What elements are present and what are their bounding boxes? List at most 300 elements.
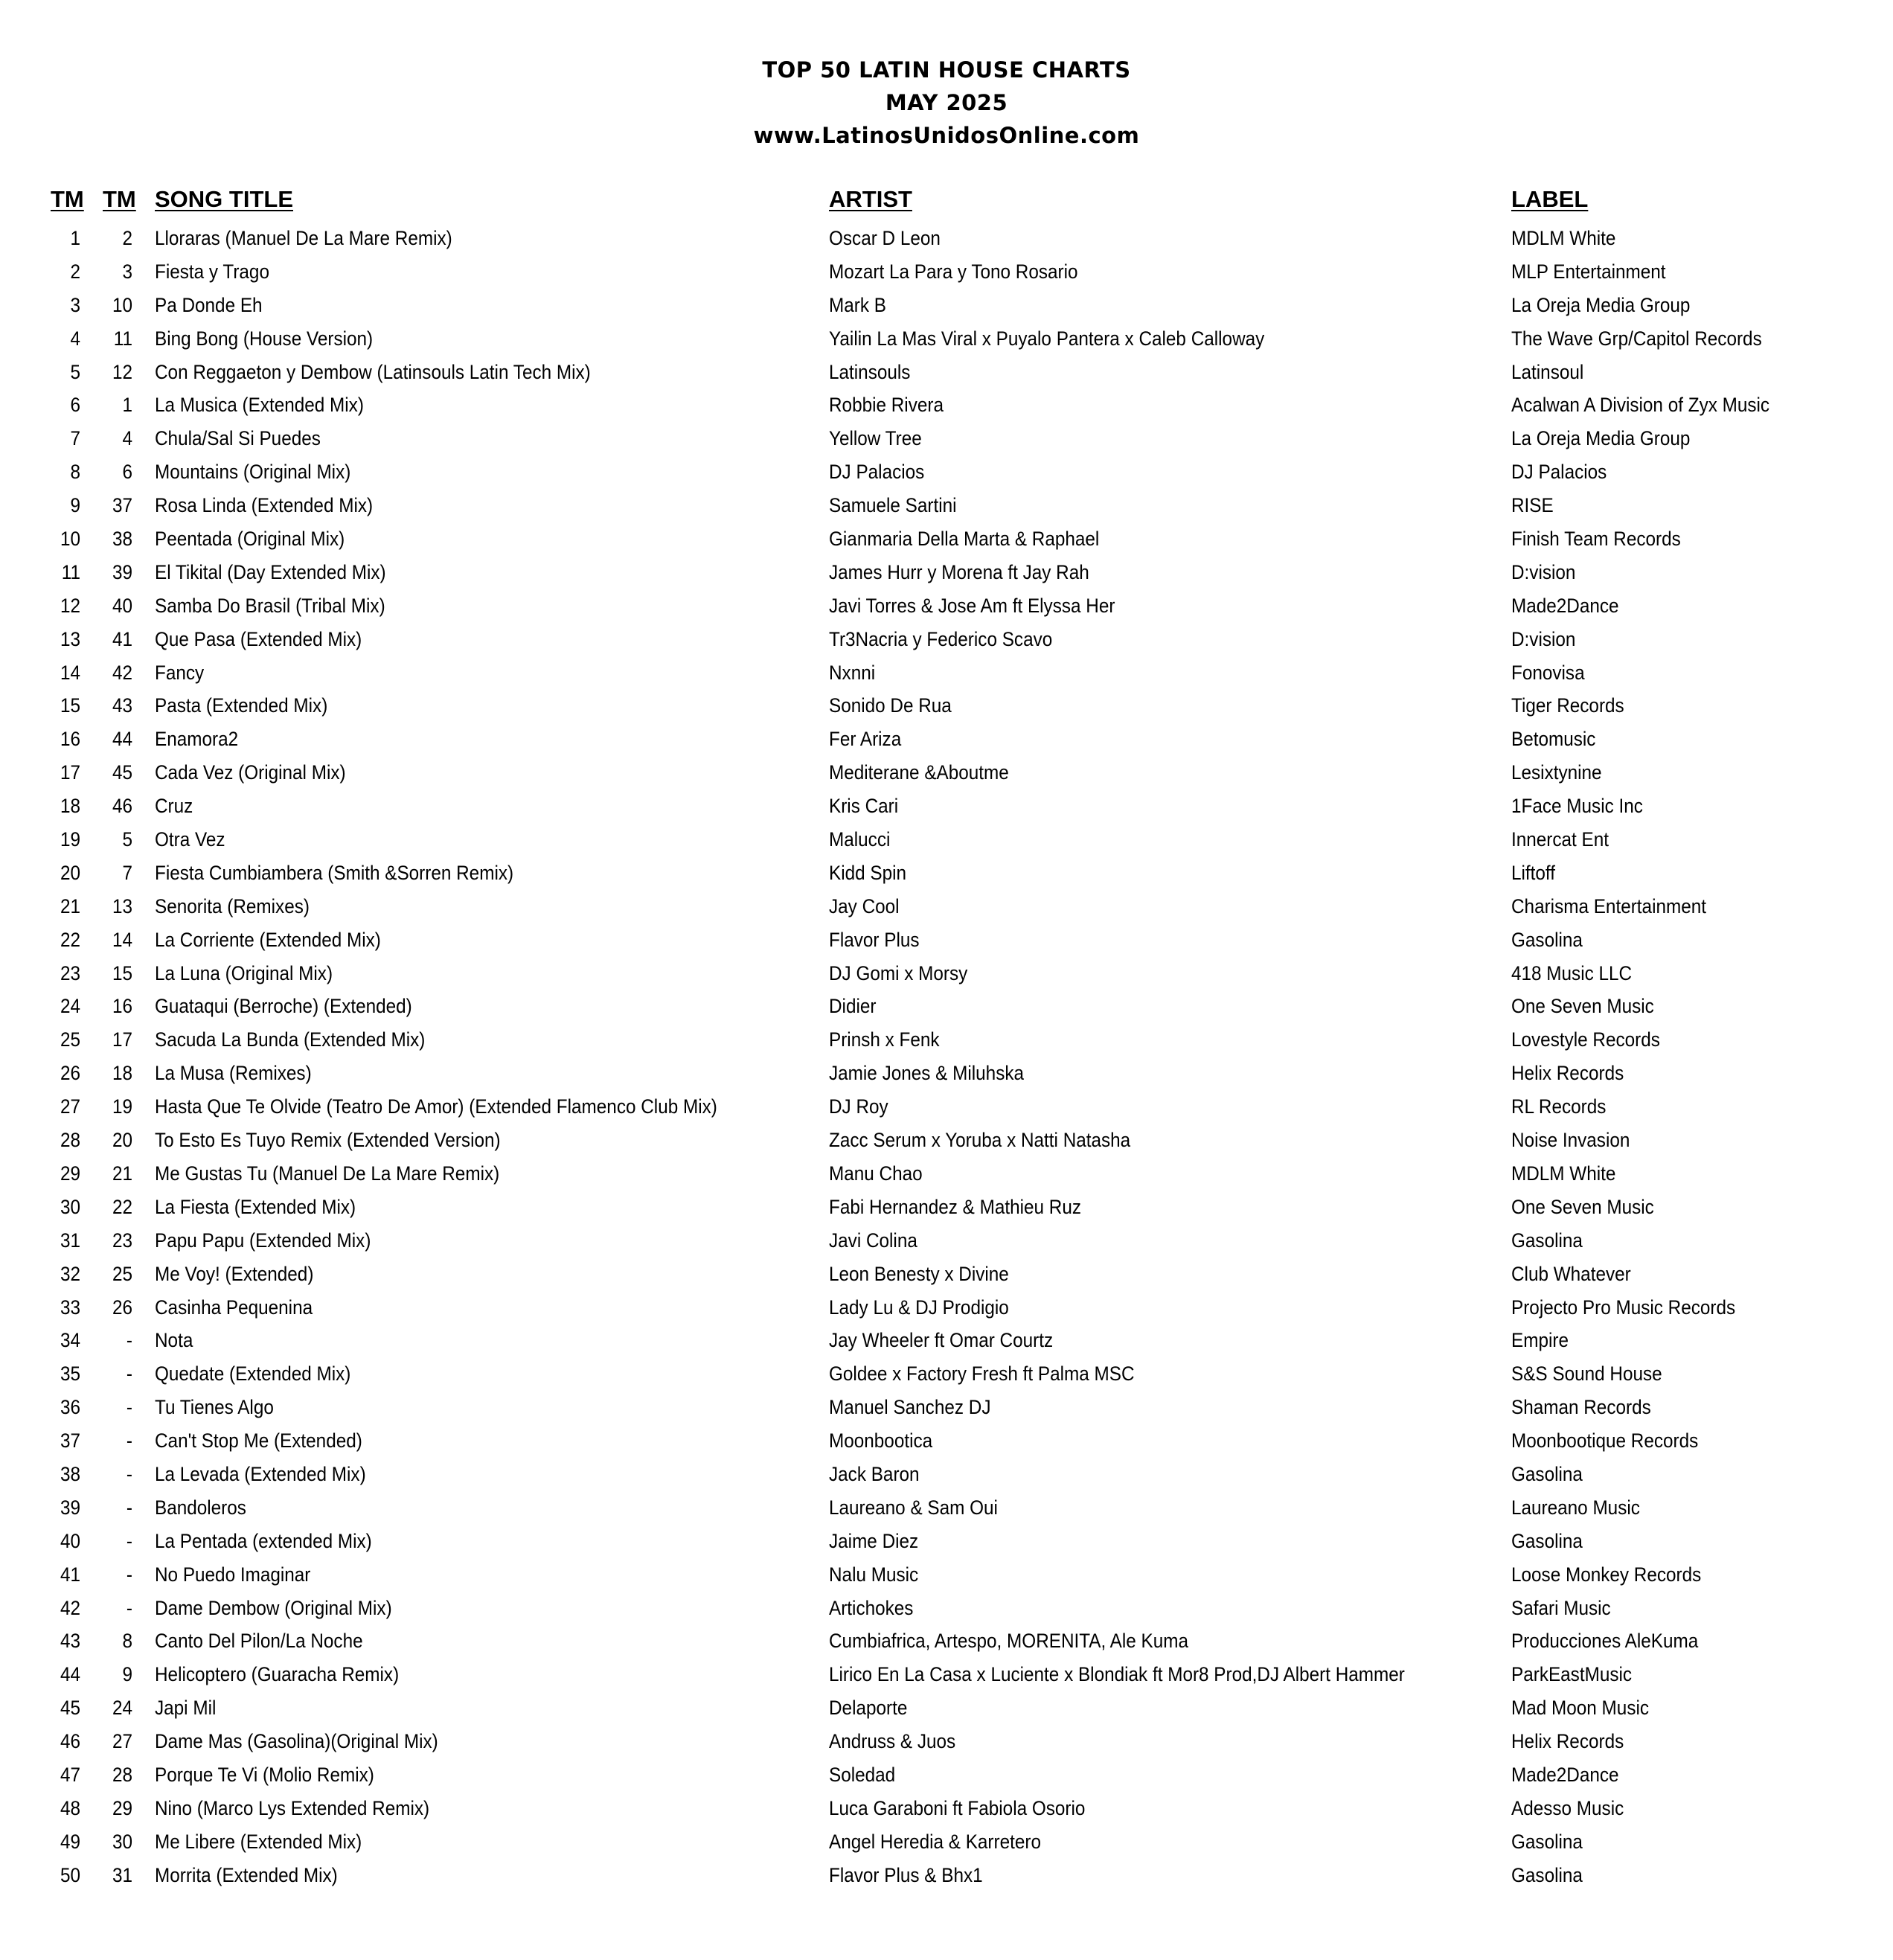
- artist: Laureano & Sam Oui: [829, 1496, 998, 1519]
- table-row: [0, 689, 1893, 723]
- song-title: Cada Vez (Original Mix): [155, 761, 346, 784]
- table-row: [0, 890, 1893, 923]
- rank-this-month: 48: [60, 1796, 80, 1819]
- label: Gasolina: [1511, 1462, 1583, 1485]
- artist: Jack Baron: [829, 1462, 920, 1485]
- song-title: Hasta Que Te Olvide (Teatro De Amor) (Extended Flamenco Club Mix): [155, 1095, 717, 1118]
- rank-last-month: 29: [112, 1796, 132, 1819]
- rank-last-month: -: [126, 1362, 132, 1386]
- song-title: Nota: [155, 1329, 193, 1352]
- label: Producciones AleKuma: [1511, 1630, 1699, 1653]
- table-row: [0, 522, 1893, 556]
- artist: DJ Roy: [829, 1095, 888, 1118]
- rank-last-month: 17: [112, 1028, 132, 1051]
- rank-last-month: 27: [112, 1730, 132, 1753]
- rank-last-month: 37: [112, 494, 132, 517]
- table-row: [0, 1658, 1893, 1691]
- label: D:vision: [1511, 627, 1576, 650]
- artist: Nxnni: [829, 661, 876, 684]
- rank-this-month: 10: [60, 528, 80, 551]
- artist: Gianmaria Della Marta & Raphael: [829, 528, 1100, 551]
- rank-this-month: 47: [60, 1763, 80, 1786]
- rank-this-month: 46: [60, 1730, 80, 1753]
- rank-last-month: -: [126, 1529, 132, 1552]
- song-title: Dame Mas (Gasolina)(Original Mix): [155, 1730, 438, 1753]
- rank-this-month: 15: [60, 694, 80, 717]
- label: Projecto Pro Music Records: [1511, 1296, 1736, 1319]
- table-row: [0, 1224, 1893, 1258]
- label: Liftoff: [1511, 861, 1556, 884]
- rank-last-month: 6: [122, 461, 132, 484]
- rank-last-month: 18: [112, 1062, 132, 1085]
- artist: Oscar D Leon: [829, 227, 941, 249]
- rank-this-month: 21: [60, 894, 80, 917]
- rank-last-month: 23: [112, 1229, 132, 1252]
- label: La Oreja Media Group: [1511, 293, 1691, 316]
- song-title: Fiesta Cumbiambera (Smith &Sorren Remix): [155, 861, 514, 884]
- song-title: Morrita (Extended Mix): [155, 1863, 338, 1886]
- rank-last-month: 4: [122, 427, 132, 450]
- rank-last-month: 20: [112, 1129, 132, 1152]
- table-row: [0, 1458, 1893, 1491]
- label: S&S Sound House: [1511, 1362, 1662, 1386]
- label: Acalwan A Division of Zyx Music: [1511, 394, 1770, 417]
- rank-this-month: 8: [70, 461, 80, 484]
- rank-last-month: 30: [112, 1830, 132, 1853]
- label: MDLM White: [1511, 227, 1616, 249]
- artist: Yellow Tree: [829, 427, 922, 450]
- label: RISE: [1511, 494, 1554, 517]
- song-title: Bandoleros: [155, 1496, 246, 1519]
- artist: Tr3Nacria y Federico Scavo: [829, 627, 1053, 650]
- song-title: La Luna (Original Mix): [155, 961, 333, 984]
- rank-this-month: 34: [60, 1329, 80, 1352]
- rank-this-month: 30: [60, 1195, 80, 1218]
- table-row: [0, 1859, 1893, 1892]
- rank-last-month: 41: [112, 627, 132, 650]
- rank-this-month: 38: [60, 1462, 80, 1485]
- table-row: [0, 556, 1893, 589]
- chart-date: MAY 2025: [885, 90, 1008, 115]
- table-row: [0, 790, 1893, 823]
- table-row: [0, 1124, 1893, 1157]
- rank-this-month: 33: [60, 1296, 80, 1319]
- rank-last-month: 40: [112, 594, 132, 617]
- label: D:vision: [1511, 560, 1576, 583]
- rank-last-month: -: [126, 1329, 132, 1352]
- label: DJ Palacios: [1511, 461, 1607, 484]
- song-title: La Pentada (extended Mix): [155, 1529, 372, 1552]
- label: Loose Monkey Records: [1511, 1563, 1702, 1586]
- artist: Kidd Spin: [829, 861, 907, 884]
- song-title: Canto Del Pilon/La Noche: [155, 1630, 363, 1653]
- rank-last-month: 22: [112, 1195, 132, 1218]
- table-row: [0, 1191, 1893, 1224]
- label: Made2Dance: [1511, 1763, 1619, 1786]
- rank-this-month: 42: [60, 1596, 80, 1619]
- label: Made2Dance: [1511, 594, 1619, 617]
- rank-last-month: 19: [112, 1095, 132, 1118]
- artist: Cumbiafrica, Artespo, MORENITA, Ale Kuma: [829, 1630, 1189, 1653]
- label: Lesixtynine: [1511, 761, 1602, 784]
- song-title: Nino (Marco Lys Extended Remix): [155, 1796, 430, 1819]
- table-row: [0, 322, 1893, 356]
- table-row: [0, 957, 1893, 990]
- rank-last-month: 44: [112, 728, 132, 751]
- song-title: Enamora2: [155, 728, 239, 751]
- table-row: [0, 1525, 1893, 1558]
- label: 1Face Music Inc: [1511, 795, 1643, 818]
- rank-this-month: 37: [60, 1429, 80, 1453]
- song-title: Porque Te Vi (Molio Remix): [155, 1763, 374, 1786]
- table-row: [0, 422, 1893, 455]
- artist: Samuele Sartini: [829, 494, 957, 517]
- label: MLP Entertainment: [1511, 260, 1666, 283]
- table-row: [0, 589, 1893, 623]
- label: Latinsoul: [1511, 360, 1584, 383]
- song-title: La Fiesta (Extended Mix): [155, 1195, 356, 1218]
- table-row: [0, 489, 1893, 522]
- rank-this-month: 27: [60, 1095, 80, 1118]
- artist: Leon Benesty x Divine: [829, 1262, 1009, 1285]
- rank-this-month: 35: [60, 1362, 80, 1386]
- song-title: La Musica (Extended Mix): [155, 394, 364, 417]
- table-row: [0, 1691, 1893, 1725]
- artist: Goldee x Factory Fresh ft Palma MSC: [829, 1362, 1135, 1386]
- song-title: Me Voy! (Extended): [155, 1262, 314, 1285]
- rank-last-month: 15: [112, 961, 132, 984]
- artist: Javi Torres & Jose Am ft Elyssa Her: [829, 594, 1115, 617]
- artist: Robbie Rivera: [829, 394, 944, 417]
- label: One Seven Music: [1511, 995, 1654, 1018]
- chart-title: TOP 50 LATIN HOUSE CHARTS: [762, 57, 1131, 83]
- rank-this-month: 39: [60, 1496, 80, 1519]
- song-title: Cruz: [155, 795, 193, 818]
- rank-this-month: 24: [60, 995, 80, 1018]
- label: Gasolina: [1511, 1830, 1583, 1853]
- rank-last-month: -: [126, 1563, 132, 1586]
- artist: Jay Cool: [829, 894, 900, 917]
- rank-this-month: 29: [60, 1162, 80, 1185]
- artist: Kris Cari: [829, 795, 899, 818]
- rank-this-month: 26: [60, 1062, 80, 1085]
- label: 418 Music LLC: [1511, 961, 1633, 984]
- rank-last-month: 2: [122, 227, 132, 249]
- rank-this-month: 49: [60, 1830, 80, 1853]
- label: MDLM White: [1511, 1162, 1616, 1185]
- table-row: [0, 1491, 1893, 1525]
- rank-this-month: 43: [60, 1630, 80, 1653]
- label: Charisma Entertainment: [1511, 894, 1707, 917]
- rank-last-month: -: [126, 1429, 132, 1453]
- rank-this-month: 50: [60, 1863, 80, 1886]
- artist: Mark B: [829, 293, 886, 316]
- rank-last-month: 24: [112, 1697, 132, 1720]
- rank-last-month: 43: [112, 694, 132, 717]
- rank-last-month: 11: [113, 327, 132, 350]
- label: Laureano Music: [1511, 1496, 1640, 1519]
- song-title: Pa Donde Eh: [155, 293, 263, 316]
- artist: Fer Ariza: [829, 728, 902, 751]
- label: Innercat Ent: [1511, 828, 1609, 851]
- rank-last-month: 3: [122, 260, 132, 283]
- table-row: [0, 1758, 1893, 1792]
- label: The Wave Grp/Capitol Records: [1511, 327, 1762, 350]
- rank-last-month: 5: [122, 828, 132, 851]
- artist: Angel Heredia & Karretero: [829, 1830, 1042, 1853]
- label: Betomusic: [1511, 728, 1596, 751]
- song-title: Chula/Sal Si Puedes: [155, 427, 321, 450]
- song-title: Samba Do Brasil (Tribal Mix): [155, 594, 385, 617]
- table-row: [0, 1725, 1893, 1758]
- rank-last-month: 42: [112, 661, 132, 684]
- rank-this-month: 16: [60, 728, 80, 751]
- label: Empire: [1511, 1329, 1569, 1352]
- table-row: [0, 1357, 1893, 1391]
- table-row: [0, 1391, 1893, 1424]
- artist: Delaporte: [829, 1697, 908, 1720]
- artist: Latinsouls: [829, 360, 911, 383]
- rank-last-month: 25: [112, 1262, 132, 1285]
- rank-this-month: 18: [60, 795, 80, 818]
- label: Lovestyle Records: [1511, 1028, 1660, 1051]
- rank-last-month: 26: [112, 1296, 132, 1319]
- artist: DJ Gomi x Morsy: [829, 961, 968, 984]
- table-row: [0, 823, 1893, 856]
- table-row: [0, 923, 1893, 957]
- rank-last-month: -: [126, 1462, 132, 1485]
- song-title: Me Gustas Tu (Manuel De La Mare Remix): [155, 1162, 500, 1185]
- rank-last-month: -: [126, 1396, 132, 1419]
- song-title: Guataqui (Berroche) (Extended): [155, 995, 412, 1018]
- label: Gasolina: [1511, 1229, 1583, 1252]
- table-row: [0, 1825, 1893, 1859]
- label: Shaman Records: [1511, 1396, 1651, 1419]
- rank-last-month: 12: [112, 360, 132, 383]
- column-header-song-title: SONG TITLE: [155, 186, 293, 212]
- song-title: Con Reggaeton y Dembow (Latinsouls Latin Tech Mix): [155, 360, 591, 383]
- table-row: [0, 455, 1893, 489]
- rank-last-month: 9: [122, 1663, 132, 1686]
- song-title: La Musa (Remixes): [155, 1062, 312, 1085]
- rank-last-month: 10: [112, 293, 132, 316]
- rank-last-month: 46: [112, 795, 132, 818]
- artist: Malucci: [829, 828, 891, 851]
- table-row: [0, 1792, 1893, 1825]
- song-title: To Esto Es Tuyo Remix (Extended Version): [155, 1129, 501, 1152]
- song-title: Bing Bong (House Version): [155, 327, 374, 350]
- artist: Fabi Hernandez & Mathieu Ruz: [829, 1195, 1082, 1218]
- song-title: Tu Tienes Algo: [155, 1396, 274, 1419]
- artist: Prinsh x Fenk: [829, 1028, 940, 1051]
- rank-last-month: 7: [122, 861, 132, 884]
- column-header-label: LABEL: [1511, 186, 1589, 212]
- rank-this-month: 19: [60, 828, 80, 851]
- label: Fonovisa: [1511, 661, 1585, 684]
- artist: Yailin La Mas Viral x Puyalo Pantera x Caleb Calloway: [829, 327, 1265, 350]
- song-title: Papu Papu (Extended Mix): [155, 1229, 371, 1252]
- rank-last-month: 45: [112, 761, 132, 784]
- rank-last-month: -: [126, 1496, 132, 1519]
- table-row: [0, 1324, 1893, 1357]
- label: Helix Records: [1511, 1062, 1624, 1085]
- artist: Javi Colina: [829, 1229, 917, 1252]
- rank-last-month: 28: [112, 1763, 132, 1786]
- table-row: [0, 1023, 1893, 1057]
- song-title: La Corriente (Extended Mix): [155, 928, 381, 951]
- song-title: Sacuda La Bunda (Extended Mix): [155, 1028, 426, 1051]
- table-row: [0, 1592, 1893, 1625]
- column-header-artist: ARTIST: [829, 186, 912, 212]
- artist: Jamie Jones & Miluhska: [829, 1062, 1025, 1085]
- song-title: Dame Dembow (Original Mix): [155, 1596, 392, 1619]
- table-row: [0, 1258, 1893, 1291]
- rank-last-month: 38: [112, 528, 132, 551]
- table-row: [0, 1424, 1893, 1458]
- label: Mad Moon Music: [1511, 1697, 1650, 1720]
- artist: Jaime Diez: [829, 1529, 919, 1552]
- label: Safari Music: [1511, 1596, 1611, 1619]
- table-row: [0, 1291, 1893, 1325]
- rank-this-month: 20: [60, 861, 80, 884]
- label: Gasolina: [1511, 1529, 1583, 1552]
- rank-last-month: 8: [122, 1630, 132, 1653]
- table-row: [0, 356, 1893, 389]
- rank-this-month: 28: [60, 1129, 80, 1152]
- artist: Lirico En La Casa x Luciente x Blondiak ft Mor8 Prod,DJ Albert Hammer: [829, 1663, 1405, 1686]
- song-title: Fiesta y Trago: [155, 260, 269, 283]
- rank-last-month: 14: [112, 928, 132, 951]
- table-row: [0, 1624, 1893, 1658]
- rank-last-month: 39: [112, 560, 132, 583]
- rank-this-month: 44: [60, 1663, 80, 1686]
- rank-this-month: 2: [70, 260, 80, 283]
- song-title: Que Pasa (Extended Mix): [155, 627, 362, 650]
- rank-last-month: 31: [112, 1863, 132, 1886]
- rank-this-month: 5: [70, 360, 80, 383]
- table-row: [0, 856, 1893, 890]
- rank-this-month: 11: [61, 560, 80, 583]
- rank-last-month: 1: [122, 394, 132, 417]
- label: One Seven Music: [1511, 1195, 1654, 1218]
- rank-this-month: 23: [60, 961, 80, 984]
- label: ParkEastMusic: [1511, 1663, 1633, 1686]
- rank-this-month: 9: [70, 494, 80, 517]
- song-title: La Levada (Extended Mix): [155, 1462, 366, 1485]
- song-title: Senorita (Remixes): [155, 894, 310, 917]
- artist: DJ Palacios: [829, 461, 925, 484]
- song-title: El Tikital (Day Extended Mix): [155, 560, 386, 583]
- rank-this-month: 4: [70, 327, 80, 350]
- label: Helix Records: [1511, 1730, 1624, 1753]
- song-title: Japi Mil: [155, 1697, 217, 1720]
- artist: Sonido De Rua: [829, 694, 952, 717]
- artist: Flavor Plus: [829, 928, 920, 951]
- rank-this-month: 41: [60, 1563, 80, 1586]
- artist: Didier: [829, 995, 877, 1018]
- artist: Nalu Music: [829, 1563, 919, 1586]
- label: RL Records: [1511, 1095, 1607, 1118]
- table-row: [0, 723, 1893, 756]
- label: Finish Team Records: [1511, 528, 1681, 551]
- song-title: No Puedo Imaginar: [155, 1563, 311, 1586]
- artist: Jay Wheeler ft Omar Courtz: [829, 1329, 1054, 1352]
- chart-header: [0, 54, 1893, 152]
- song-title: Me Libere (Extended Mix): [155, 1830, 362, 1853]
- song-title: Otra Vez: [155, 828, 225, 851]
- artist: Andruss & Juos: [829, 1730, 956, 1753]
- artist: James Hurr y Morena ft Jay Rah: [829, 560, 1089, 583]
- artist: Moonbootica: [829, 1429, 933, 1453]
- rank-this-month: 25: [60, 1028, 80, 1051]
- table-row: [0, 1157, 1893, 1191]
- label: Adesso Music: [1511, 1796, 1624, 1819]
- rank-last-month: 21: [112, 1162, 132, 1185]
- table-row: [0, 1558, 1893, 1592]
- song-title: Lloraras (Manuel De La Mare Remix): [155, 227, 452, 249]
- table-row: [0, 623, 1893, 656]
- song-title: Fancy: [155, 661, 205, 684]
- rank-this-month: 17: [60, 761, 80, 784]
- artist: Mozart La Para y Tono Rosario: [829, 260, 1078, 283]
- artist: Manuel Sanchez DJ: [829, 1396, 991, 1419]
- label: Club Whatever: [1511, 1262, 1631, 1285]
- artist: Soledad: [829, 1763, 896, 1786]
- table-row: [0, 990, 1893, 1023]
- rank-this-month: 13: [60, 627, 80, 650]
- artist: Flavor Plus & Bhx1: [829, 1863, 983, 1886]
- rank-this-month: 40: [60, 1529, 80, 1552]
- rank-this-month: 14: [60, 661, 80, 684]
- rank-this-month: 3: [70, 293, 80, 316]
- artist: Lady Lu & DJ Prodigio: [829, 1296, 1009, 1319]
- artist: Mediterane &Aboutme: [829, 761, 1009, 784]
- song-title: Mountains (Original Mix): [155, 461, 351, 484]
- rank-last-month: 13: [112, 894, 132, 917]
- song-title: Casinha Pequenina: [155, 1296, 313, 1319]
- table-row: [0, 1090, 1893, 1124]
- chart-website: www.LatinosUnidosOnline.com: [753, 123, 1140, 148]
- table-row: [0, 756, 1893, 790]
- label: Noise Invasion: [1511, 1129, 1630, 1152]
- song-title: Quedate (Extended Mix): [155, 1362, 351, 1386]
- artist: Zacc Serum x Yoruba x Natti Natasha: [829, 1129, 1131, 1152]
- label: Gasolina: [1511, 1863, 1583, 1886]
- rank-this-month: 36: [60, 1396, 80, 1419]
- song-title: Helicoptero (Guaracha Remix): [155, 1663, 400, 1686]
- table-row: [0, 289, 1893, 322]
- song-title: Rosa Linda (Extended Mix): [155, 494, 374, 517]
- rank-this-month: 31: [60, 1229, 80, 1252]
- column-header-tm-previous: TM: [103, 186, 136, 212]
- song-title: Peentada (Original Mix): [155, 528, 345, 551]
- rank-last-month: 16: [112, 995, 132, 1018]
- label: Gasolina: [1511, 928, 1583, 951]
- artist: Luca Garaboni ft Fabiola Osorio: [829, 1796, 1086, 1819]
- column-header-tm-current: TM: [51, 186, 84, 212]
- song-title: Can't Stop Me (Extended): [155, 1429, 362, 1453]
- artist: Artichokes: [829, 1596, 914, 1619]
- label: Moonbootique Records: [1511, 1429, 1699, 1453]
- label: La Oreja Media Group: [1511, 427, 1691, 450]
- table-row: [0, 255, 1893, 289]
- table-row: [0, 1057, 1893, 1090]
- label: Tiger Records: [1511, 694, 1624, 717]
- artist: Manu Chao: [829, 1162, 923, 1185]
- rank-this-month: 45: [60, 1697, 80, 1720]
- rank-this-month: 12: [60, 594, 80, 617]
- rank-this-month: 6: [70, 394, 80, 417]
